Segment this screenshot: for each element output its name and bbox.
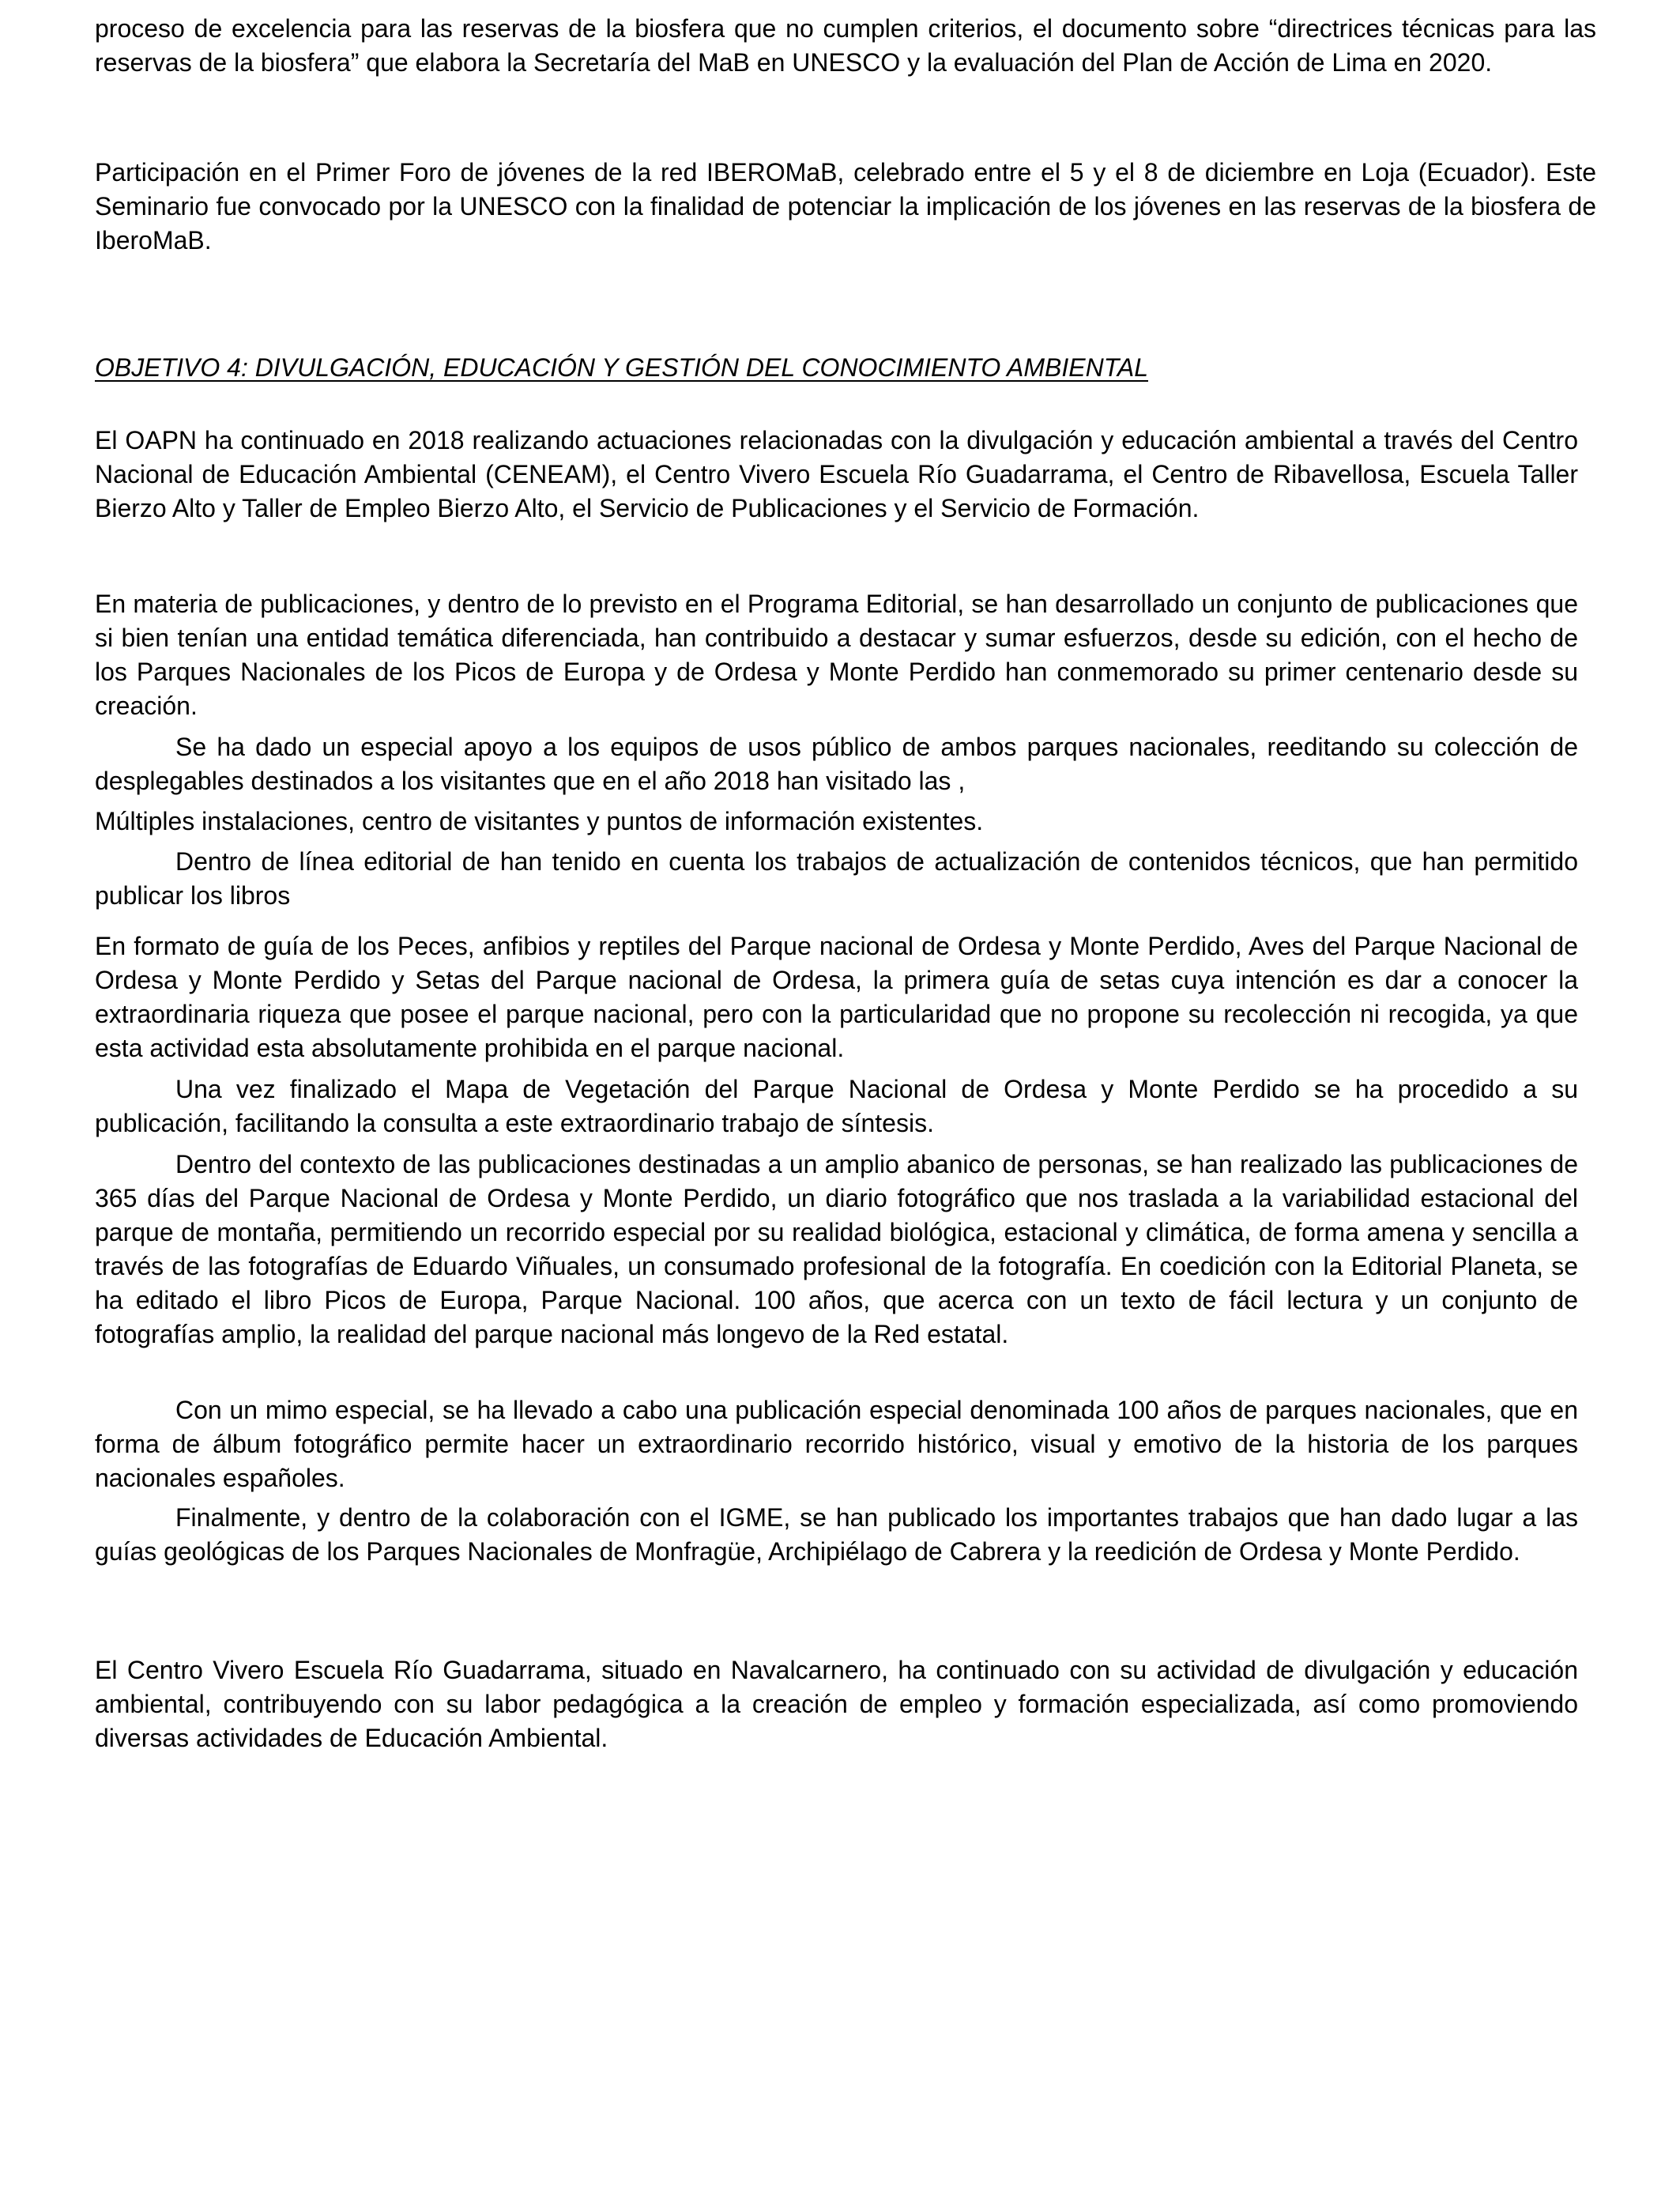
paragraph-vegetation-map: Una vez finalizado el Mapa de Vegetación del Parque Nacional de Ordesa y Monte Perdido se ha procedido a su publicación, facilitando la consulta a este extraordinario trabajo de síntesis. (95, 1075, 1578, 1137)
paragraph-geological-guides: Finalmente, y dentro de la colaboración con el IGME, se han publicado los importantes trabajos que han dado lugar a las guías geológicas de los Parques Nacionales de Monfragüe, Archipiélago de Cabrera y la reedición de Ordesa y Monte Perdido. (95, 1503, 1578, 1566)
paragraph-biosphere-excellence: proceso de excelencia para las reservas de la biosfera que no cumplen criterios, el documento sobre “directrices técnicas para las reservas de la biosfera” que elabora la Secretaría del MaB en UNESCO y la evaluación del Plan de Acción de Lima en 2020. (95, 14, 1596, 77)
paragraph-installations: Múltiples instalaciones, centro de visitantes y puntos de información existentes. (95, 807, 984, 835)
paragraph-photo-publications: Dentro del contexto de las publicaciones destinadas a un amplio abanico de personas, se han realizado las publicaciones de 365 días del Parque Nacional de Ordesa y Monte Perdido, un diario fotográfico que nos traslada a la variabilidad estacional del parque de montaña, permitiendo un recorrido especial por su realidad biológica, estacional y climática, de forma amena y sencilla a través de las fotografías de Eduardo Viñuales, un consumado profesional de la fotografía. En coedición con la Editorial Planeta, se ha editado el libro Picos de Europa, Parque Nacional. 100 años, que acerca con un texto de fácil lectura y un conjunto de fotografías amplio, la realidad del parque nacional más longevo de la Red estatal. (95, 1150, 1578, 1348)
section-heading-objective-4: OBJETIVO 4: DIVULGACIÓN, EDUCACIÓN Y GESTIÓN DEL CONOCIMIENTO AMBIENTAL (95, 353, 1148, 382)
paragraph-iberomab-youth-forum: Participación en el Primer Foro de jóvenes de la red IBEROMaB, celebrado entre el 5 y el 8 de diciembre en Loja (Ecuador). Este Seminario fue convocado por la UNESCO con la finalidad de potenciar la implicación de los jóvenes en las reservas de la biosfera de IberoMaB. (95, 158, 1596, 254)
paragraph-100-years-album: Con un mimo especial, se ha llevado a cabo una publicación especial denominada 100 años de parques nacionales, que en forma de álbum fotográfico permite hacer un extraordinario recorrido histórico, visual y emotivo de la historia de los parques nacionales españoles. (95, 1396, 1578, 1492)
paragraph-public-use-support: Se ha dado un especial apoyo a los equipos de usos público de ambos parques nacionales, reeditando su colección de desplegables destinados a los visitantes que en el año 2018 han visitado las , (95, 733, 1578, 795)
paragraph-field-guides: En formato de guía de los Peces, anfibios y reptiles del Parque nacional de Ordesa y Monte Perdido, Aves del Parque Nacional de Ordesa y Monte Perdido y Setas del Parque nacional de Ordesa, la primera guía de setas cuya intención es dar a conocer la extraordinaria riqueza que posee el parque nacional, pero con la particularidad que no propone su recolección ni recogida, ya que esta actividad esta absolutamente prohibida en el parque nacional. (95, 932, 1578, 1062)
paragraph-editorial-line: Dentro de línea editorial de han tenido en cuenta los trabajos de actualización de contenidos técnicos, que han permitido publicar los libros (95, 847, 1578, 910)
paragraph-vivero-escuela: El Centro Vivero Escuela Río Guadarrama, situado en Navalcarnero, ha continuado con su actividad de divulgación y educación ambiental, contribuyendo con su labor pedagógica a la creación de empleo y formación especializada, así como promoviendo diversas actividades de Educación Ambiental. (95, 1656, 1578, 1752)
paragraph-publications-program: En materia de publicaciones, y dentro de lo previsto en el Programa Editorial, se han desarrollado un conjunto de publicaciones que si bien tenían una entidad temática diferenciada, han contribuido a destacar y sumar esfuerzos, desde su edición, con el hecho de los Parques Nacionales de los Picos de Europa y de Ordesa y Monte Perdido han conmemorado su primer centenario desde su creación. (95, 590, 1578, 720)
paragraph-oapn-activities: El OAPN ha continuado en 2018 realizando actuaciones relacionadas con la divulgación y educación ambiental a través del Centro Nacional de Educación Ambiental (CENEAM), el Centro Vivero Escuela Río Guadarrama, el Centro de Ribavellosa, Escuela Taller Bierzo Alto y Taller de Empleo Bierzo Alto, el Servicio de Publicaciones y el Servicio de Formación. (95, 426, 1578, 522)
